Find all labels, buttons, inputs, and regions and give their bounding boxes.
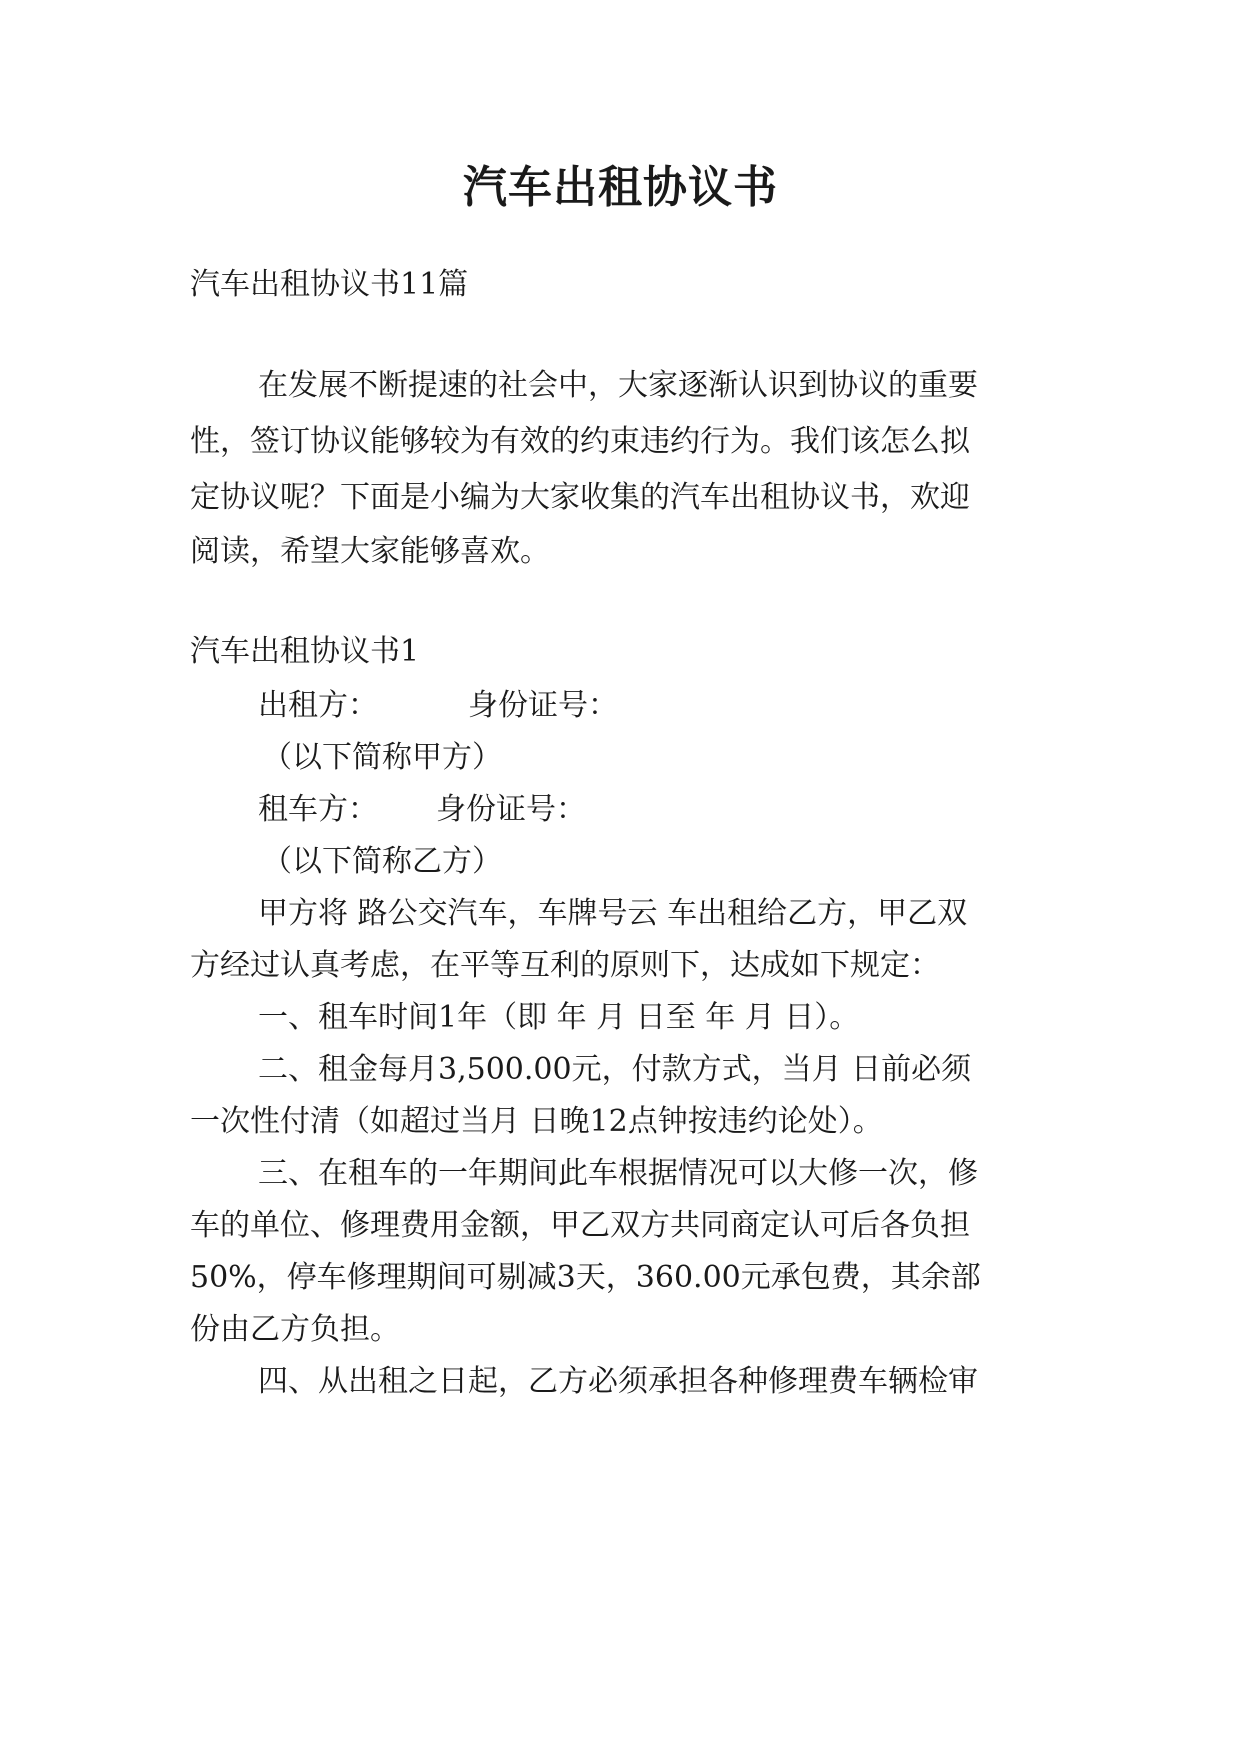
document-subtitle: 汽车出租协议书11篇: [190, 267, 469, 302]
paragraph-1-line-2: 方经过认真考虑，在平等互利的原则下，达成如下规定：: [190, 948, 940, 983]
lessor-label: 出租方：: [258, 688, 378, 723]
lessor-alias: （以下简称甲方）: [262, 740, 502, 775]
lessee-alias: （以下简称乙方）: [262, 844, 502, 879]
lessor-row: [258, 686, 1128, 726]
lessee-row: [258, 790, 1128, 830]
clause-3-line-1: 三、在租车的一年期间此车根据情况可以大修一次，修: [258, 1156, 978, 1191]
clause-4-line-1: 四、从出租之日起，乙方必须承担各种修理费车辆检审: [258, 1364, 978, 1399]
clause-1: 一、租车时间1年（即 年 月 日至 年 月 日）。: [258, 1000, 860, 1035]
lessee-id-label: 身份证号：: [436, 792, 586, 827]
intro-line-1: 在发展不断提速的社会中，大家逐渐认识到协议的重要: [258, 368, 978, 403]
clause-2-line-1: 二、租金每月3,500.00元，付款方式，当月 日前必须: [258, 1052, 972, 1087]
intro-line-4: 阅读，希望大家能够喜欢。: [190, 534, 550, 569]
clause-3-line-2: 车的单位、修理费用金额，甲乙双方共同商定认可后各负担: [190, 1208, 970, 1243]
intro-line-2: 性，签订协议能够较为有效的约束违约行为。我们该怎么拟: [190, 424, 970, 459]
lessor-id-label: 身份证号：: [468, 688, 618, 723]
document-title: 汽车出租协议书: [463, 162, 778, 213]
section-heading: 汽车出租协议书1: [190, 634, 420, 669]
clause-3-line-3: 50%，停车修理期间可剔减3天，360.00元承包费，其余部: [190, 1260, 981, 1295]
clause-2-line-2: 一次性付清（如超过当月 日晚12点钟按违约论处）。: [190, 1104, 883, 1139]
clause-3-line-4: 份由乙方负担。: [190, 1312, 400, 1347]
paragraph-1-line-1: 甲方将 路公交汽车，车牌号云 车出租给乙方，甲乙双: [258, 896, 968, 931]
intro-line-3: 定协议呢？下面是小编为大家收集的汽车出租协议书，欢迎: [190, 480, 970, 515]
lessee-label: 租车方：: [258, 792, 378, 827]
